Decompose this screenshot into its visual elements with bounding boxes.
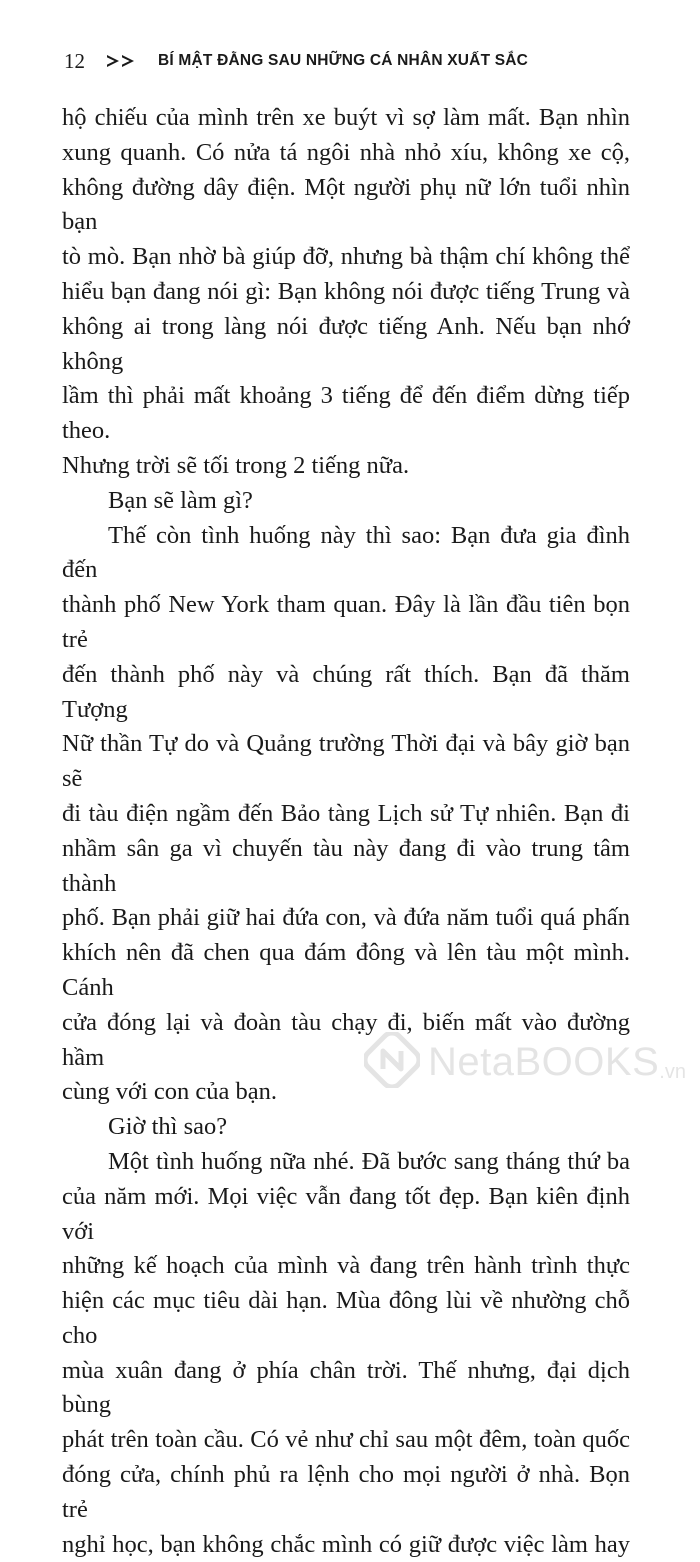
text-line: những kế hoạch của mình và đang trên hành trình thực xyxy=(62,1252,630,1280)
text-line: phố. Bạn phải giữ hai đứa con, và đứa năm tuổi quá phấn xyxy=(62,904,630,932)
text-line: nhầm sân ga vì chuyến tàu này đang đi vào trung tâm thành xyxy=(62,834,630,897)
text-line: Nhưng trời sẽ tối trong 2 tiếng nữa. xyxy=(62,451,410,479)
text-line: cửa đóng lại và đoàn tàu chạy đi, biến mất vào đường hầm xyxy=(62,1008,630,1071)
text-line: mùa xuân đang ở phía chân trời. Thế nhưng, đại dịch bùng xyxy=(62,1356,630,1419)
text-line: hộ chiếu của mình trên xe buýt vì sợ làm mất. Bạn nhìn xyxy=(62,104,630,131)
paragraph xyxy=(62,519,630,1111)
text-line: hiện các mục tiêu dài hạn. Mùa đông lùi về nhường chỗ cho xyxy=(62,1287,630,1349)
body-text xyxy=(62,101,630,1562)
watermark-suffix: .vn xyxy=(659,1061,686,1083)
text-line: đi tàu điện ngầm đến Bảo tàng Lịch sử Tự nhiên. Bạn đi xyxy=(62,799,630,827)
text-line: phát trên toàn cầu. Có vẻ như chỉ sau một đêm, toàn quốc xyxy=(62,1426,630,1454)
paragraph xyxy=(62,1110,630,1145)
watermark-brand: NetaBOOKS xyxy=(428,1039,660,1084)
paragraph xyxy=(62,101,630,484)
text-line: Thế còn tình huống này thì sao: Bạn đưa gia đình đến xyxy=(62,521,630,584)
text-line: Bạn sẽ làm gì? xyxy=(108,486,253,514)
text-line: thành phố New York tham quan. Đây là lần đầu tiên bọn trẻ xyxy=(62,591,630,653)
page-number: 12 xyxy=(64,48,85,73)
text-line: nghỉ học, bạn không chắc mình có giữ được việc làm hay xyxy=(62,1530,630,1558)
text-line: lầm thì phải mất khoảng 3 tiếng để đến điểm dừng tiếp theo. xyxy=(62,382,630,445)
text-line: không đường dây điện. Một người phụ nữ lớn tuổi nhìn bạn xyxy=(62,173,630,236)
paragraph xyxy=(62,1145,630,1562)
text-line: Nữ thần Tự do và Quảng trường Thời đại và bây giờ bạn sẽ xyxy=(62,730,630,793)
text-line: Một tình huống nữa nhé. Đã bước sang tháng thứ ba xyxy=(108,1147,630,1175)
text-line: Giờ thì sao? xyxy=(108,1113,228,1141)
text-line: cùng với con của bạn. xyxy=(62,1078,278,1106)
text-line: đóng cửa, chính phủ ra lệnh cho mọi người ở nhà. Bọn trẻ xyxy=(62,1461,630,1523)
text-line: không ai trong làng nói được tiếng Anh. Nếu bạn nhớ không xyxy=(62,312,630,375)
book-title: BÍ MẬT ĐẰNG SAU NHỮNG CÁ NHÂN XUẤT SẮC xyxy=(158,52,529,69)
text-line: tò mò. Bạn nhờ bà giúp đỡ, nhưng bà thậm chí không thể xyxy=(62,243,630,271)
text-line: của năm mới. Mọi việc vẫn đang tốt đẹp. Bạn kiên định với xyxy=(62,1182,630,1245)
text-line: đến thành phố này và chúng rất thích. Bạn đã thăm Tượng xyxy=(62,660,630,723)
double-chevron-right-icon xyxy=(106,54,138,68)
text-line: xung quanh. Có nửa tá ngôi nhà nhỏ xíu, không xe cộ, xyxy=(62,138,630,166)
running-header xyxy=(64,44,528,78)
text-line: hiểu bạn đang nói gì: Bạn không nói được tiếng Trung và xyxy=(62,277,630,305)
paragraph xyxy=(62,484,630,519)
text-line: khích nên đã chen qua đám đông và lên tàu một mình. Cánh xyxy=(62,939,630,1001)
